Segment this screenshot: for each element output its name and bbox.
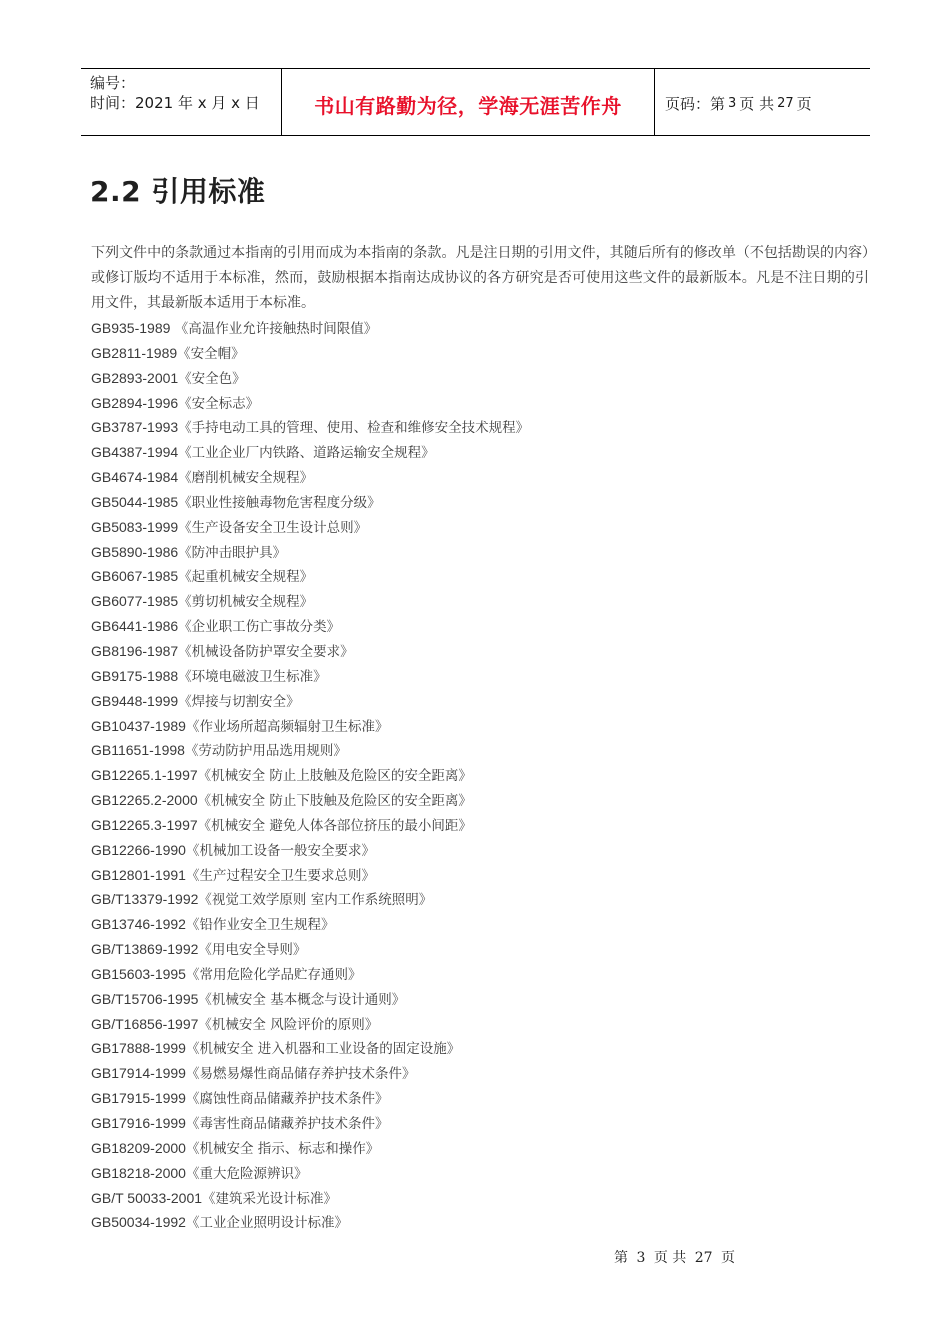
standard-title: 《剪切机械安全规程》: [178, 594, 314, 611]
section-title: 2.2 引用标准: [90, 175, 266, 208]
header-motto: 书山有路勤为径，学海无涯苦作舟: [314, 93, 622, 118]
standard-title: 《工业企业照明设计标准》: [185, 1215, 348, 1232]
page-footer: [614, 1247, 735, 1267]
standard-title: 《起重机械安全规程》: [178, 569, 314, 586]
standard-code: GB2894-1996: [91, 394, 179, 411]
standard-code: GB/T 50033-2001: [91, 1189, 203, 1206]
header-number-label: 编号：: [90, 74, 136, 92]
list-item: [91, 788, 869, 813]
list-item: [91, 366, 869, 391]
standards-list: [91, 316, 869, 1235]
standard-title: 《作业场所超高频辐射卫生标准》: [185, 718, 389, 735]
standard-code: GB4674-1984: [91, 469, 179, 486]
list-item: [91, 1061, 869, 1086]
standard-title: 《焊接与切割安全》: [178, 693, 300, 710]
list-item: [91, 863, 869, 888]
list-item: [91, 738, 869, 763]
standard-code: GB5044-1985: [91, 493, 179, 510]
standard-title: 《工业企业厂内铁路、道路运输安全规程》: [178, 445, 435, 462]
standard-code: GB12265.1-1997: [91, 767, 198, 784]
standard-title: 《环境电磁波卫生标准》: [178, 668, 327, 685]
standard-code: GB12265.3-1997: [91, 816, 198, 833]
list-item: [91, 639, 869, 664]
list-item: [91, 1086, 869, 1111]
standard-title: 《重大危险源辨识》: [185, 1165, 308, 1182]
standard-title: 《常用危险化学品贮存通则》: [185, 966, 362, 983]
header-page-suffix: 页: [796, 94, 812, 113]
list-item: [91, 813, 869, 838]
standard-title: 《用电安全导则》: [198, 942, 307, 959]
standard-code: GB5083-1999: [91, 518, 179, 535]
list-item: [91, 987, 869, 1012]
standard-code: GB18218-2000: [91, 1164, 186, 1181]
standard-code: GB12801-1991: [91, 866, 186, 883]
standard-title: 《视觉工效学原则 室内工作系统照明》: [198, 892, 433, 909]
standard-code: GB6067-1985: [91, 568, 179, 585]
standard-title: 《职业性接触毒物危害程度分级》: [178, 494, 381, 511]
standard-title: 《铅作业安全卫生规程》: [185, 917, 335, 934]
page-header: [81, 68, 870, 136]
footer-mid: 页 共: [653, 1250, 687, 1266]
standard-title: 《安全色》: [178, 370, 246, 387]
footer-page-current: 3: [636, 1250, 646, 1266]
standard-code: GB6077-1985: [91, 593, 179, 610]
list-item: [91, 1111, 869, 1136]
standard-code: GB18209-2000: [91, 1139, 186, 1156]
standard-code: GB17888-1999: [91, 1040, 186, 1057]
footer-suffix: 页: [721, 1250, 736, 1266]
standard-code: GB935-1989: [91, 320, 171, 336]
list-item: [91, 465, 869, 490]
list-item: [91, 887, 869, 912]
list-item: [91, 564, 869, 589]
header-page-cell: [655, 69, 870, 135]
list-item: [91, 912, 869, 937]
list-item: [91, 341, 869, 366]
standard-title: 《易燃易爆性商品储存养护技术条件》: [185, 1066, 416, 1083]
standard-title: 《机械设备防护罩安全要求》: [178, 643, 354, 660]
standard-code: GB12266-1990: [91, 841, 186, 858]
standard-code: GB15603-1995: [91, 965, 186, 982]
header-motto-cell: [282, 69, 655, 135]
standard-code: GB/T15706-1995: [91, 990, 199, 1007]
list-item: [91, 1210, 869, 1235]
standard-code: GB2893-2001: [91, 369, 179, 386]
standard-code: GB8196-1987: [91, 642, 179, 659]
list-item: [91, 614, 869, 639]
list-item: [91, 838, 869, 863]
standard-code: GB/T16856-1997: [91, 1015, 199, 1032]
list-item: [91, 540, 869, 565]
header-page-current: 3: [728, 95, 737, 111]
header-page-label: 页码：第: [665, 94, 726, 113]
standard-code: GB/T13379-1992: [91, 891, 199, 908]
standard-title: 《机械安全 防止上肢触及危险区的安全距离》: [197, 768, 472, 785]
standard-code: GB17916-1999: [91, 1115, 186, 1131]
standard-code: GB/T13869-1992: [91, 941, 199, 958]
standard-title: 《机械安全 基本概念与设计通则》: [198, 991, 406, 1008]
header-date-label: 时间：2021 年 x 月 x 日: [90, 94, 260, 112]
standard-title: 《腐蚀性商品储藏养护技术条件》: [185, 1091, 389, 1108]
standard-code: GB50034-1992: [91, 1214, 186, 1231]
list-item: [91, 763, 869, 788]
standard-title: 《毒害性商品储藏养护技术条件》: [185, 1116, 389, 1132]
standard-code: GB17914-1999: [91, 1065, 186, 1082]
header-page-mid: 页 共: [739, 94, 775, 113]
list-item: [91, 1186, 869, 1211]
list-item: [91, 490, 869, 515]
standard-title: 《手持电动工具的管理、使用、检查和维修安全技术规程》: [178, 420, 530, 437]
standard-code: GB12265.2-2000: [91, 792, 198, 809]
standard-title: 《机械安全 进入机器和工业设备的固定设施》: [185, 1041, 461, 1058]
list-item: [91, 415, 869, 440]
header-meta-cell: [81, 69, 282, 135]
footer-prefix: 第: [614, 1250, 628, 1266]
list-item: [91, 440, 869, 465]
list-item: [91, 589, 869, 614]
list-item: [91, 1012, 869, 1037]
list-item: [91, 1136, 869, 1161]
list-item: [91, 937, 869, 962]
list-item: [91, 1161, 869, 1186]
list-item: [91, 664, 869, 689]
standard-code: GB13746-1992: [91, 916, 186, 933]
standard-code: GB5890-1986: [91, 543, 179, 560]
standard-title: 《企业职工伤亡事故分类》: [178, 619, 341, 636]
list-item: [91, 391, 869, 416]
list-item: [91, 515, 869, 540]
standard-code: GB2811-1989: [91, 344, 178, 361]
footer-page-total: 27: [694, 1250, 713, 1266]
list-item: [91, 316, 869, 341]
standard-code: GB4387-1994: [91, 444, 179, 461]
standard-title: 《磨削机械安全规程》: [178, 470, 314, 487]
standard-title: 《机械安全 风险评价的原则》: [198, 1016, 379, 1033]
standard-code: GB9175-1988: [91, 667, 179, 684]
standard-code: GB17915-1999: [91, 1090, 186, 1107]
standard-title: 《生产过程安全卫生要求总则》: [185, 867, 375, 884]
standard-title: 《安全帽》: [177, 345, 245, 362]
standard-title: 《建筑采光设计标准》: [202, 1190, 338, 1207]
standard-title: 《防冲击眼护具》: [178, 544, 287, 561]
header-page-total: 27: [777, 95, 794, 111]
standard-code: GB11651-1998: [91, 742, 185, 759]
standard-title: 《高温作业允许接触热时间限值》: [170, 321, 378, 337]
standard-title: 《机械安全 避免人体各部位挤压的最小间距》: [197, 817, 472, 834]
document-body: [91, 241, 869, 1235]
standard-code: GB6441-1986: [91, 618, 179, 635]
standard-title: 《生产设备安全卫生设计总则》: [178, 519, 368, 536]
standard-title: 《机械安全 指示、标志和操作》: [185, 1140, 380, 1157]
list-item: [91, 962, 869, 987]
standard-code: GB9448-1999: [91, 692, 179, 709]
standard-code: GB3787-1993: [91, 419, 179, 436]
intro-paragraph: 下列文件中的条款通过本指南的引用而成为本指南的条款。凡是注日期的引用文件，其随后所有的修改单（不包括勘误的内容）或修订版均不适用于本标准，然而，鼓励根据本指南达成协议的各方研究是否可使用这些文件的最新版本。凡是不注日期的引用文件，其最新版本适用于本标准。: [91, 245, 869, 311]
standard-title: 《机械安全 防止下肢触及危险区的安全距离》: [197, 793, 472, 810]
list-item: [91, 1036, 869, 1061]
standard-title: 《安全标志》: [178, 395, 260, 412]
standard-title: 《劳动防护用品选用规则》: [184, 743, 347, 760]
list-item: [91, 714, 869, 739]
standard-title: 《机械加工设备一般安全要求》: [185, 842, 375, 859]
list-item: [91, 689, 869, 714]
standard-code: GB10437-1989: [91, 717, 186, 734]
